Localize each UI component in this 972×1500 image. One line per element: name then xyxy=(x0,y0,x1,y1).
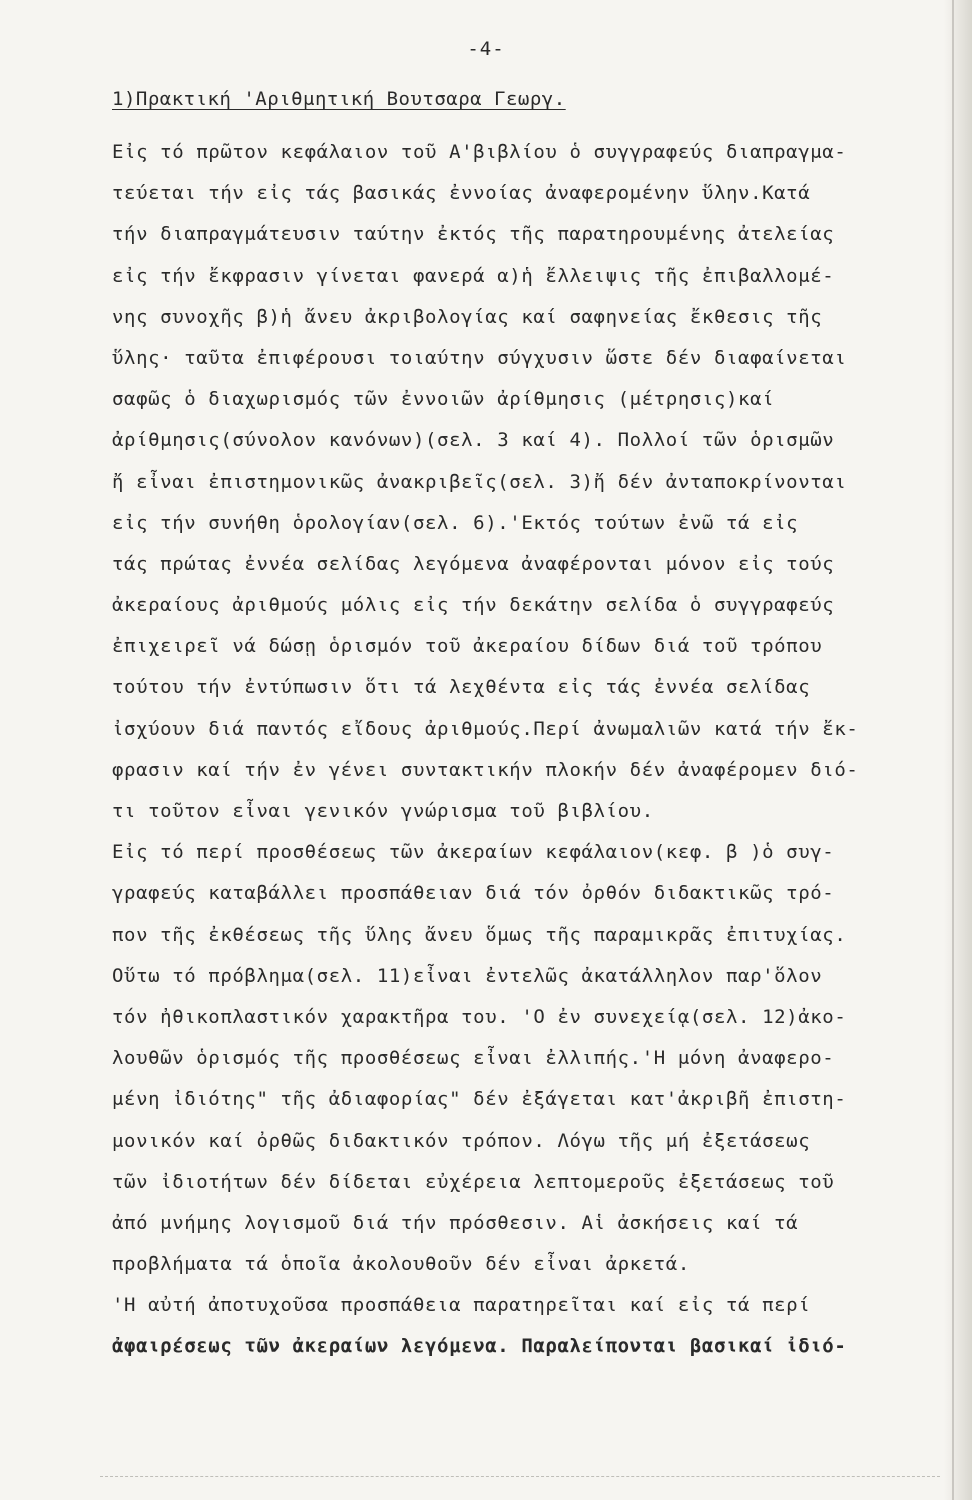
text-line: ἀπό μνήμης λογισμοῦ διά τήν πρόσθεσιν. Αἱ ἀσκήσεις καί τά xyxy=(112,1211,799,1234)
text-line: προβλήματα τά ὁποῖα ἀκολουθοῦν δέν εἶναι ἀρκετά. xyxy=(112,1253,690,1276)
body-text xyxy=(112,132,932,1368)
text-line: ἀρίθμησις(σύνολον κανόνων)(σελ. 3 καί 4). Πολλοί τῶν ὁρισμῶν xyxy=(112,429,835,452)
text-line: τεύεται τήν εἰς τάς βασικάς ἐννοίας ἀναφερομένην ὕλην.Κατά xyxy=(112,182,811,205)
text-line: 'Η αὐτή ἀποτυχοῦσα προσπάθεια παρατηρεῖται καί εἰς τά περί xyxy=(112,1294,811,1317)
text-line: ἀκεραίους ἀριθμούς μόλις εἰς τήν δεκάτην σελίδα ὁ συγγραφεύς xyxy=(112,594,835,617)
text-line: τάς πρώτας ἐννέα σελίδας λεγόμενα ἀναφέρονται μόνον εἰς τούς xyxy=(112,552,835,575)
text-line: ἐπιχειρεῖ νά δώσῃ ὁρισμόν τοῦ ἀκεραίου δίδων διά τοῦ τρόπου xyxy=(112,635,823,658)
text-line: νης συνοχῆς β)ἡ ἄνευ ἀκριβολογίας καί σαφηνείας ἔκθεσις τῆς xyxy=(112,305,823,328)
section-heading: 1)Πρακτική 'Αριθμητική Βουτσαρα Γεωργ. xyxy=(112,88,566,110)
text-line: πον τῆς ἐκθέσεως τῆς ὕλης ἄνευ ὅμως τῆς παραμικρᾶς ἐπιτυχίας. xyxy=(112,923,847,946)
text-line: εἰς τήν συνήθη ὁρολογίαν(σελ. 6).'Εκτός τούτων ἐνῶ τά εἰς xyxy=(112,511,799,534)
text-line: ὕλης· ταῦτα ἐπιφέρουσι τοιαύτην σύγχυσιν ὥστε δέν διαφαίνεται xyxy=(112,346,847,369)
text-line: μένη ἰδιότης" τῆς ἀδιαφορίας" δέν ἐξάγεται κατ'ἀκριβῆ ἐπιστη- xyxy=(112,1088,847,1111)
text-line: Οὕτω τό πρόβλημα(σελ. 11)εἶναι ἐντελῶς ἀκατάλληλον παρ'ὅλον xyxy=(112,964,823,987)
text-line: Εἰς τό πρῶτον κεφάλαιον τοῦ Α'βιβλίου ὁ συγγραφεύς διαπραγμα- xyxy=(112,141,847,163)
text-line: μονικόν καί ὀρθῶς διδακτικόν τρόπον. Λόγω τῆς μή ἐξετάσεως xyxy=(112,1129,811,1152)
text-line: τόν ἠθικοπλαστικόν χαρακτῆρα του. 'Ο ἐν συνεχείᾳ(σελ. 12)ἀκο- xyxy=(112,1005,847,1028)
text-line: φρασιν καί τήν ἐν γένει συντακτικήν πλοκήν δέν ἀναφέρομεν διό- xyxy=(112,758,859,781)
text-line: Εἰς τό περί προσθέσεως τῶν ἀκεραίων κεφάλαιον(κεφ. β )ὁ συγ- xyxy=(112,841,835,864)
bottom-rule xyxy=(100,1476,940,1478)
page-number: -4- xyxy=(467,38,505,60)
text-line: τήν διαπραγμάτευσιν ταύτην ἐκτός τῆς παρατηρουμένης ἀτελείας xyxy=(112,223,835,246)
text-line: τούτου τήν ἐντύπωσιν ὅτι τά λεχθέντα εἰς τάς ἐννέα σελίδας xyxy=(112,676,811,699)
text-line: ἰσχύουν διά παντός εἴδους ἀριθμούς.Περί ἀνωμαλιῶν κατά τήν ἔκ- xyxy=(112,717,859,740)
text-line: ἀφαιρέσεως τῶν ἀκεραίων λεγόμενα. Παραλείπονται βασικαί ἰδιό- xyxy=(112,1335,847,1358)
text-line: τῶν ἰδιοτήτων δέν δίδεται εὐχέρεια λεπτομεροῦς ἐξετάσεως τοῦ xyxy=(112,1170,835,1193)
text-line: εἰς τήν ἔκφρασιν γίνεται φανερά α)ἡ ἔλλειψις τῆς ἐπιβαλλομέ- xyxy=(112,264,835,287)
text-line: τι τοῦτον εἶναι γενικόν γνώρισμα τοῦ βιβλίου. xyxy=(112,800,654,822)
text-line: ἤ εἶναι ἐπιστημονικῶς ἀνακριβεῖς(σελ. 3)ἤ δέν ἀνταποκρίνονται xyxy=(112,470,847,493)
text-line: σαφῶς ὁ διαχωρισμός τῶν ἐννοιῶν ἀρίθμησις (μέτρησις)καί xyxy=(112,388,775,411)
text-line: γραφεύς καταβάλλει προσπάθειαν διά τόν ὀρθόν διδακτικῶς τρό- xyxy=(112,882,835,905)
page-edge-line xyxy=(952,0,954,1500)
page-edge xyxy=(944,0,972,1500)
text-line: λουθῶν ὁρισμός τῆς προσθέσεως εἶναι ἐλλιπής.'Η μόνη ἀναφερο- xyxy=(112,1047,835,1070)
